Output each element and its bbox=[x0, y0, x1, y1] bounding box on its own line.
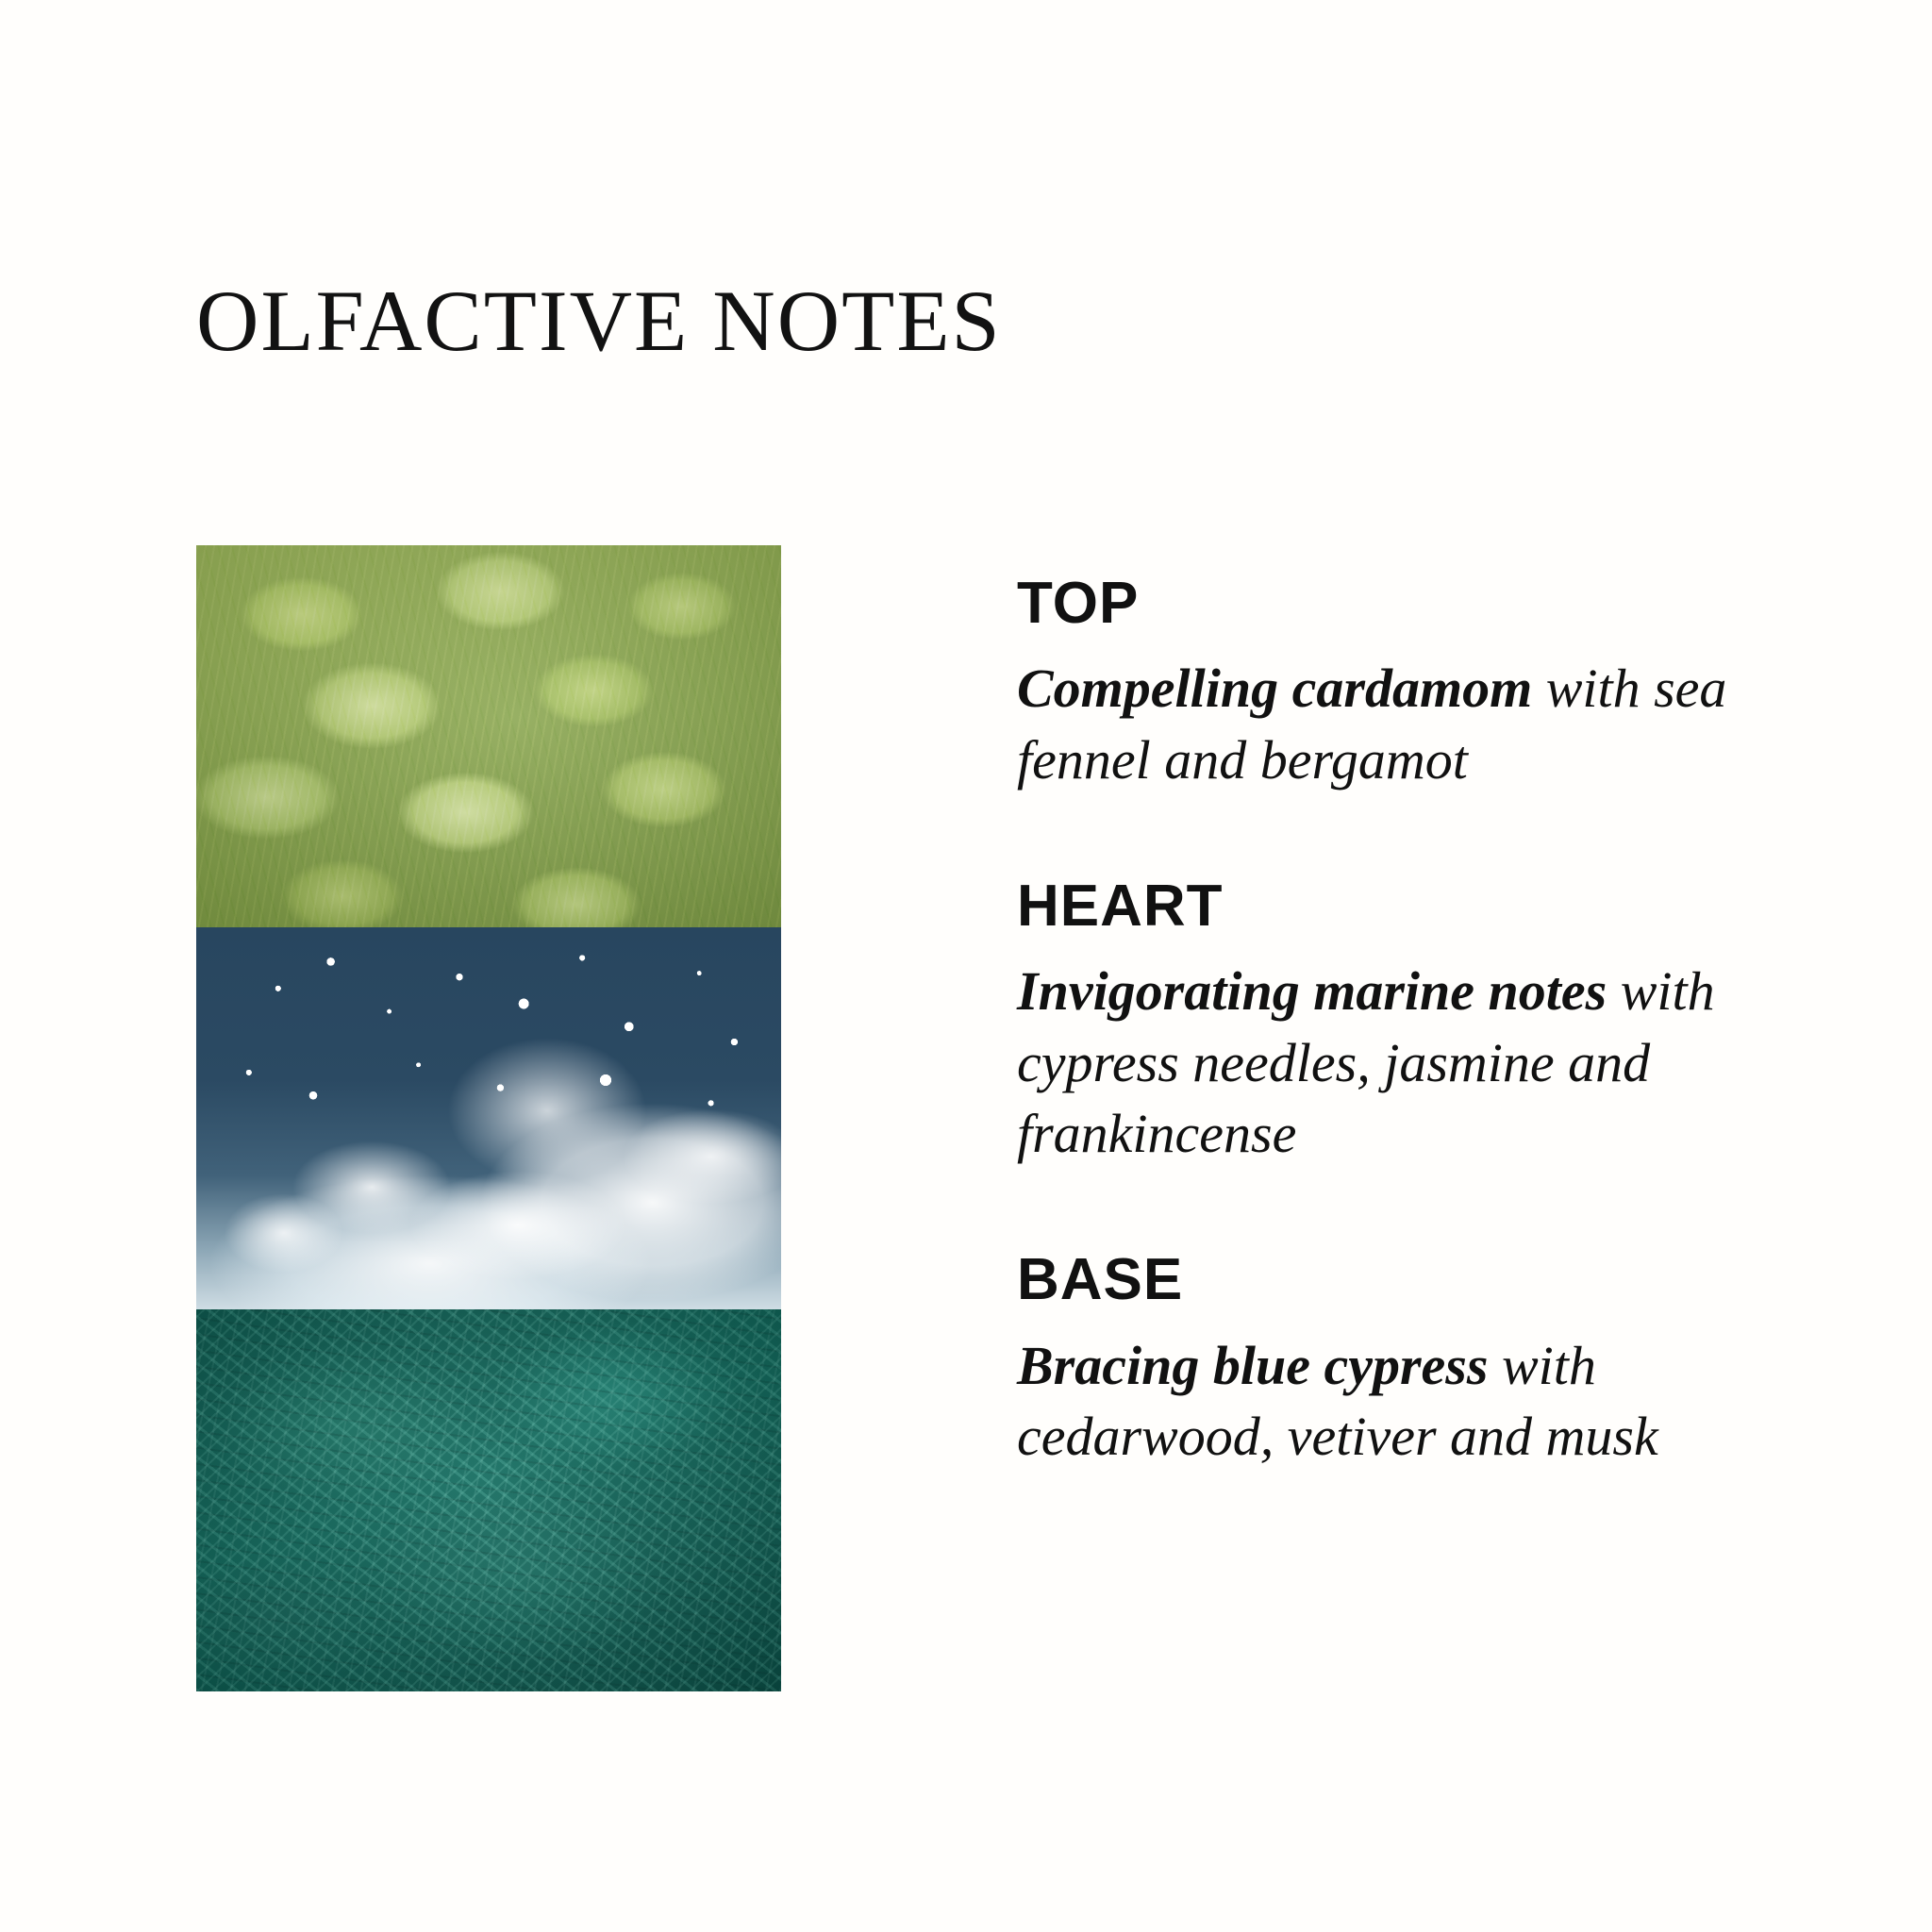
note-rest-heart: with cypress needles, jasmine and frankincense bbox=[1017, 960, 1715, 1164]
note-block-base bbox=[1017, 1248, 1800, 1472]
note-block-heart bbox=[1017, 874, 1800, 1169]
page-title: OLFACTIVE NOTES bbox=[196, 272, 1002, 369]
note-label-heart: HEART bbox=[1017, 873, 1224, 939]
notes-content bbox=[196, 545, 1800, 1691]
note-rest-top: with sea fennel and bergamot bbox=[1017, 658, 1727, 791]
sea-splash-image bbox=[196, 927, 781, 1309]
note-lead-base: Bracing blue cypress bbox=[1017, 1334, 1489, 1396]
cardamom-shade-overlay bbox=[196, 545, 781, 927]
note-description-heart bbox=[1017, 956, 1800, 1169]
note-label-top: TOP bbox=[1017, 571, 1140, 636]
sea-foam-overlay bbox=[196, 927, 781, 1309]
note-lead-heart: Invigorating marine notes bbox=[1017, 960, 1607, 1023]
note-description-top bbox=[1017, 653, 1800, 795]
notes-list bbox=[781, 545, 1800, 1472]
note-lead-top: Compelling cardamom bbox=[1017, 658, 1533, 720]
note-description-base bbox=[1017, 1330, 1800, 1473]
image-stack bbox=[196, 545, 781, 1691]
note-block-top bbox=[1017, 572, 1800, 795]
cypress-foliage-image bbox=[196, 1309, 781, 1691]
cypress-vignette-overlay bbox=[196, 1309, 781, 1691]
cardamom-pods-image bbox=[196, 545, 781, 927]
note-label-base: BASE bbox=[1017, 1247, 1184, 1313]
note-rest-base: with cedarwood, vetiver and musk bbox=[1017, 1334, 1658, 1467]
